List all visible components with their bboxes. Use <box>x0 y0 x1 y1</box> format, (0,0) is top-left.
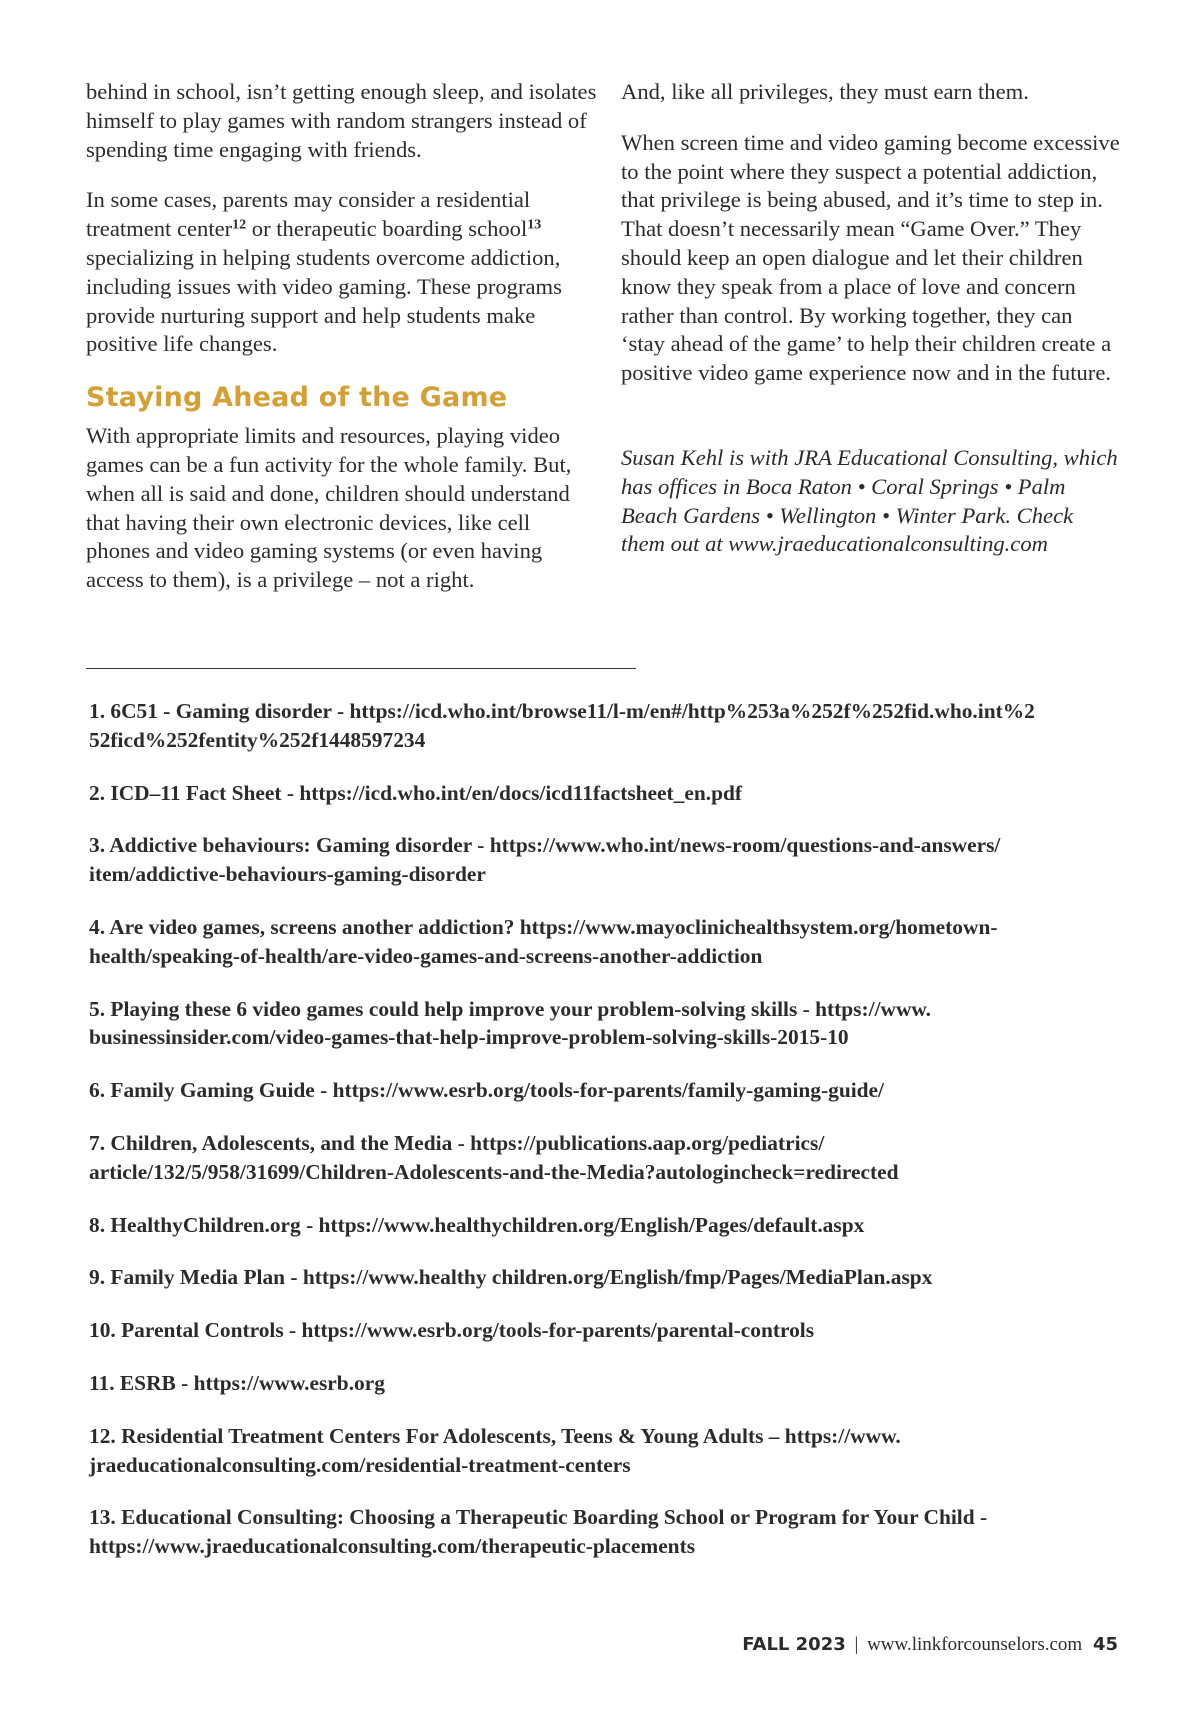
text-run: or therapeutic boarding school <box>246 216 528 242</box>
reference-item: 10. Parental Controls - https://www.esrb.org/tools-for-parents/parental-controls <box>89 1318 815 1343</box>
footnote-ref-13: 13 <box>527 217 542 233</box>
right-column <box>621 78 1121 581</box>
footer-separator: | <box>854 1634 859 1655</box>
body-paragraph: And, like all privileges, they must earn them. <box>621 79 1029 104</box>
issue-season: FALL 2023 <box>742 1634 846 1655</box>
footnote-divider <box>86 668 636 669</box>
text-run: In some cases, parents may consider a residential treatment center <box>86 187 531 242</box>
page-number: 45 <box>1092 1634 1118 1655</box>
section-heading: Staying Ahead of the Game <box>86 382 508 414</box>
reference-item: 1. 6C51 - Gaming disorder - https://icd.who.int/browse11/l-m/en#/http%253a%252f%252fid.who.int%2 52ficd%252fentity%252f1448597234 <box>89 699 1035 752</box>
reference-item: 11. ESRB - https://www.esrb.org <box>89 1370 385 1395</box>
reference-item: 8. HealthyChildren.org - https://www.healthychildren.org/English/Pages/default.aspx <box>89 1212 865 1237</box>
reference-item: 4. Are video games, screens another addiction? https://www.mayoclinichealthsystem.org/hometown- health/speaking-of-health/are-video-games-and-screens-another-addiction <box>89 914 998 968</box>
body-paragraph: behind in school, isn’t getting enough sleep, and isolates himself to play games with random strangers instead of spending time engaging with friends. <box>86 79 597 162</box>
body-paragraph: With appropriate limits and resources, playing video games can be a fun activity for the whole family. But, when all is said and done, children should understand that having their own electronic devices, like cell phones and video gaming systems (or even having access to them), is a privilege – not a right. <box>86 423 572 593</box>
footnote-ref-12: 12 <box>232 217 247 233</box>
reference-item: 12. Residential Treatment Centers For Adolescents, Teens & Young Adults – https://www. jraeducationalconsulting.com/residential-treatment-centers <box>89 1423 901 1477</box>
reference-item: 5. Playing these 6 video games could help improve your problem-solving skills - https://www. businessinsider.com/video-games-that-help-improve-problem-solving-skills-2015-10 <box>89 996 932 1050</box>
page-footer <box>742 1634 1118 1656</box>
reference-item: 3. Addictive behaviours: Gaming disorder - https://www.who.int/news-room/questions-and-answers/ item/addictive-behaviours-gaming-disorder <box>89 833 1001 887</box>
left-column <box>86 78 598 617</box>
reference-item: 9. Family Media Plan - https://www.healthy children.org/English/fmp/Pages/MediaPlan.aspx <box>89 1265 933 1290</box>
reference-item: 2. ICD–11 Fact Sheet - https://icd.who.int/en/docs/icd11factsheet_en.pdf <box>89 780 743 805</box>
reference-item: 13. Educational Consulting: Choosing a Therapeutic Boarding School or Program for Your Child - https://www.jraeducationalconsulting.com/therapeutic-placements <box>89 1505 988 1559</box>
reference-item: 7. Children, Adolescents, and the Media - https://publications.aap.org/pediatrics/ article/132/5/958/31699/Children-Adolescents-and-the-Media?autologincheck=redirected <box>89 1130 899 1184</box>
reference-item: 6. Family Gaming Guide - https://www.esrb.org/tools-for-parents/family-gaming-guide/ <box>89 1078 884 1103</box>
references-list <box>89 697 1129 1585</box>
body-paragraph: When screen time and video gaming become excessive to the point where they suspect a potential addiction, that privilege is being abused, and it’s time to step in. That doesn’t necessarily mean “Game Over.” They should keep an open dialogue and let their children know they speak from a place of love and concern rather than control. By working together, they can ‘stay ahead of the game’ to help their children create a positive video game experience now and in the future. <box>621 129 1120 386</box>
text-run: specializing in helping students overcome addiction, including issues with video gaming. These programs provide nurturing support and help students make positive life changes. <box>86 244 562 357</box>
body-paragraph <box>86 186 598 359</box>
author-bio: Susan Kehl is with JRA Educational Consulting, which has offices in Boca Raton • Coral Springs • Palm Beach Gardens • Wellington • Winter Park. Check them out at www.jraeducationalconsulting.com <box>621 444 1118 557</box>
footer-website: www.linkforcounselors.com <box>867 1634 1083 1655</box>
